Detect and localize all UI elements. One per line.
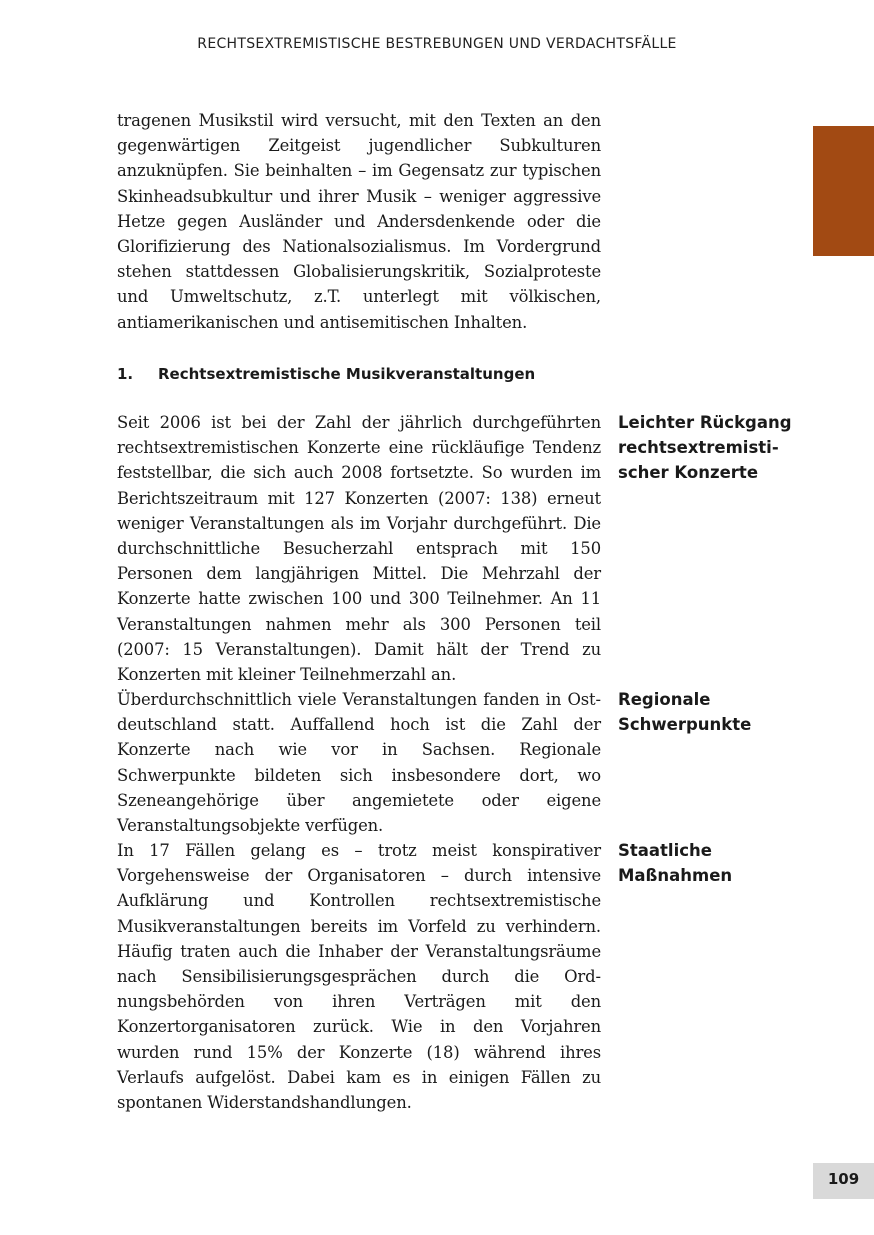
chapter-tab-marker: [813, 126, 874, 256]
margin-note-regional: Regionale Schwerpunkte: [618, 690, 752, 735]
section-heading: [117, 363, 607, 385]
intro-paragraph: tragenen Musikstil wird versucht, mit den Texten an den gegenwärtigen Zeitgeist jugendlicher Subkulturen anzuknüpfen. Sie beinhalten – im Gegensatz zur typischen Skinheadsubkultur und ihrer Musik – weniger aggressive Hetze gegen Ausländer und Andersdenkende oder die Glorifizierung des Nationalsozialismus. Im Vordergrund stehen stattdessen Globalisierungskritik, Sozialproteste und Umweltschutz, z.T. unterlegt mit völkischen, antiamerikanischen und antisemitischen Inhalten.: [117, 111, 601, 332]
margin-note-measures: Staatliche Maßnahmen: [618, 841, 733, 886]
running-header: RECHTSEXTREMISTISCHE BESTREBUNGEN UND VERDACHTSFÄLLE: [197, 36, 677, 52]
measures-paragraph: In 17 Fällen gelang es – trotz meist konspirativer Vorgehensweise der Organisatoren – durch intensive Aufklärung und Kontrollen rechtsextremistische Musikveranstaltungen bereits im Vorfeld zu verhindern. Häufig traten auch die Inhaber der Veranstaltungsräume nach Sensibilisierungsgesprächen durch die Ordnungsbehörden von ihren Verträgen mit den Konzertorganisatoren zurück. Wie in den Vorjahren wurden rund 15% der Konzerte (18) während ihres Verlaufs aufgelöst. Dabei kam es in einigen Fällen zu spontanen Widerstandshandlungen.: [117, 841, 601, 1113]
margin-note-concerts: Leichter Rückgang rechtsextremistischer Konzerte: [618, 413, 792, 483]
concerts-paragraph: Seit 2006 ist bei der Zahl der jährlich durchgeführten rechtsextremistischen Konzerte eine rückläufige Tendenz feststellbar, die sich auch 2008 fortsetzte. So wurden im Berichtszeitraum mit 127 Konzerten (2007: 138) erneut weniger Veranstaltungen als im Vorjahr durchgeführt. Die durchschnittliche Besucherzahl entsprach mit 150 Personen dem langjährigen Mittel. Die Mehrzahl der Konzerte hatte zwischen 100 und 300 Teilnehmer. An 11 Veranstaltungen nahmen mehr als 300 Personen teil (2007: 15 Veranstaltungen). Damit hält der Trend zu Konzerten mit kleiner Teilnehmerzahl an.: [117, 413, 601, 685]
regional-paragraph: Überdurchschnittlich viele Veranstaltungen fanden in Ostdeutschland statt. Auffallend hoch ist die Zahl der Konzerte nach wie vor in Sachsen. Regionale Schwerpunkte bildeten sich insbesondere dort, wo Szeneangehörige über angemietete oder eigene Veranstaltungsobjekte verfügen.: [117, 690, 601, 836]
section-number: 1.: [117, 365, 134, 383]
page-number: 109: [813, 1163, 874, 1199]
section-title: Rechtsextremistische Musikveranstaltungen: [158, 365, 536, 383]
